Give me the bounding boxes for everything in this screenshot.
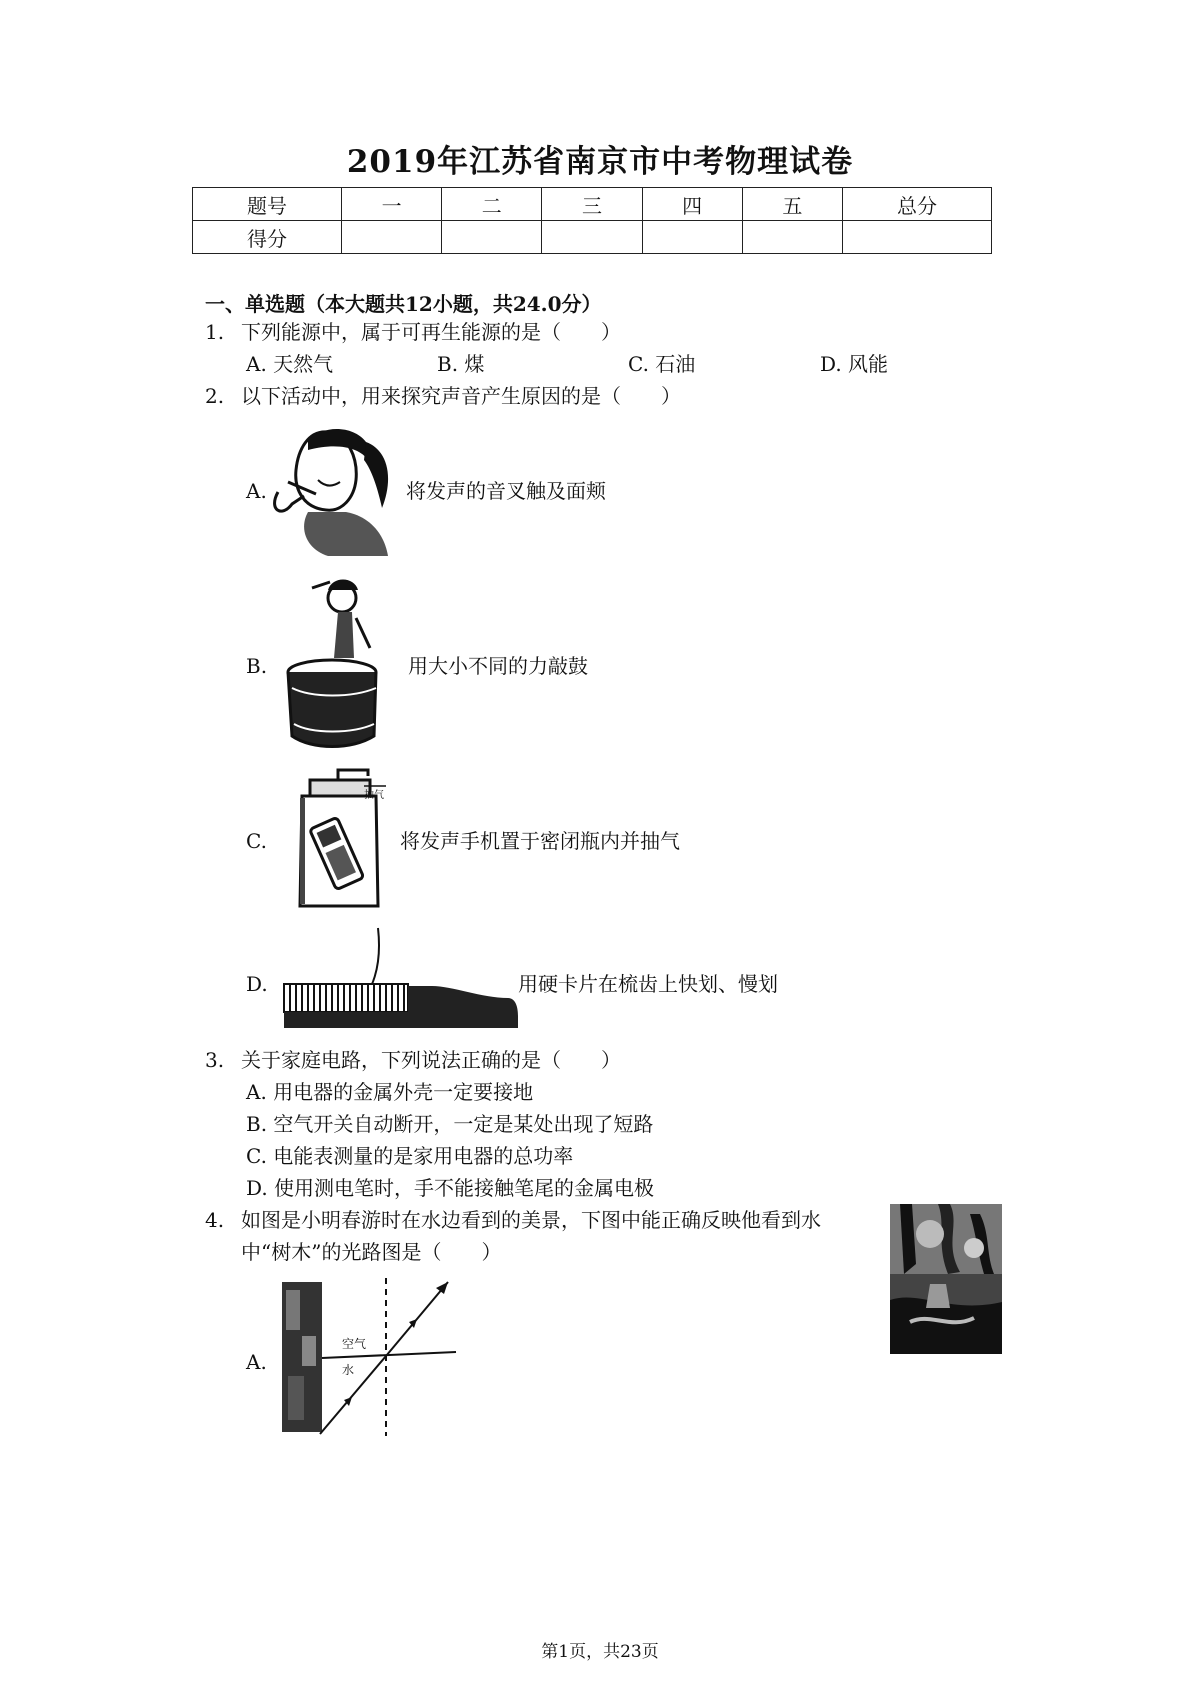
comb-card-figure: [282, 924, 518, 1034]
option-letter: C.: [246, 829, 267, 853]
tuning-fork-face-figure: [268, 420, 406, 560]
option: B. 空气开关自动断开，一定是某处出现了短路: [246, 1112, 654, 1136]
option-letter: A.: [246, 1350, 267, 1374]
question-4: [205, 1208, 821, 1232]
pump-label: 抽气: [364, 790, 384, 801]
option: D. 使用测电笔时，手不能接触笔尾的金属电极: [246, 1176, 655, 1200]
option-letter: B.: [246, 654, 268, 678]
score-cell: 总分: [843, 188, 992, 221]
score-cell: [843, 221, 992, 254]
score-table: [192, 187, 992, 254]
score-cell: [742, 221, 842, 254]
score-cell: 四: [642, 188, 742, 221]
air-label: 空气: [342, 1337, 367, 1351]
question-number: 4.: [205, 1208, 225, 1232]
option-text: 将发声手机置于密闭瓶内并抽气: [400, 829, 680, 853]
phone-in-jar-figure: [290, 766, 392, 910]
question-text: 下列能源中，属于可再生能源的是（ ）: [241, 320, 621, 344]
score-cell: 二: [442, 188, 542, 221]
water-label: 水: [342, 1363, 355, 1377]
waterside-trees-photo: [890, 1204, 1002, 1354]
question-text: 如图是小明春游时在水边看到的美景，下图中能正确反映他看到水: [241, 1208, 821, 1232]
option: A. 用电器的金属外壳一定要接地: [246, 1080, 534, 1104]
page-title: 2019年江苏省南京市中考物理试卷: [346, 144, 854, 180]
score-cell: [542, 221, 642, 254]
score-cell: 五: [742, 188, 842, 221]
question-text: 关于家庭电路，下列说法正确的是（ ）: [241, 1048, 621, 1072]
score-cell: 题号: [193, 188, 342, 221]
section-heading: 一、单选题（本大题共12小题，共24.0分）: [205, 292, 602, 316]
option-letter: D.: [246, 972, 268, 996]
option-text: 用硬卡片在梳齿上快划、慢划: [518, 972, 778, 996]
option: C. 电能表测量的是家用电器的总功率: [246, 1144, 574, 1168]
option: C. 石油: [628, 352, 696, 376]
question-text: 以下活动中，用来探究声音产生原因的是（ ）: [241, 384, 681, 408]
score-cell: [442, 221, 542, 254]
question-number: 1.: [205, 320, 225, 344]
option: A. 天然气: [246, 352, 334, 376]
light-path-diagram-a: [280, 1276, 458, 1438]
question-1: [205, 320, 621, 344]
score-cell: [642, 221, 742, 254]
question-3: [205, 1048, 621, 1072]
option: B. 煤: [437, 352, 485, 376]
score-cell: 一: [342, 188, 442, 221]
page-footer: 第1页，共23页: [541, 1642, 659, 1662]
score-cell: 得分: [193, 221, 342, 254]
option-letter: A.: [246, 479, 267, 503]
score-table-header-row: [193, 188, 992, 221]
question-number: 2.: [205, 384, 225, 408]
option-text: 用大小不同的力敲鼓: [408, 654, 588, 678]
drum-figure: [282, 568, 398, 752]
question-text-continued: 中“树木”的光路图是（ ）: [241, 1240, 502, 1264]
score-table-score-row: [193, 221, 992, 254]
option-text: 将发声的音叉触及面颊: [406, 479, 606, 503]
question-number: 3.: [205, 1048, 225, 1072]
score-cell: 三: [542, 188, 642, 221]
question-2: [205, 384, 681, 408]
score-cell: [342, 221, 442, 254]
option: D. 风能: [820, 352, 889, 376]
